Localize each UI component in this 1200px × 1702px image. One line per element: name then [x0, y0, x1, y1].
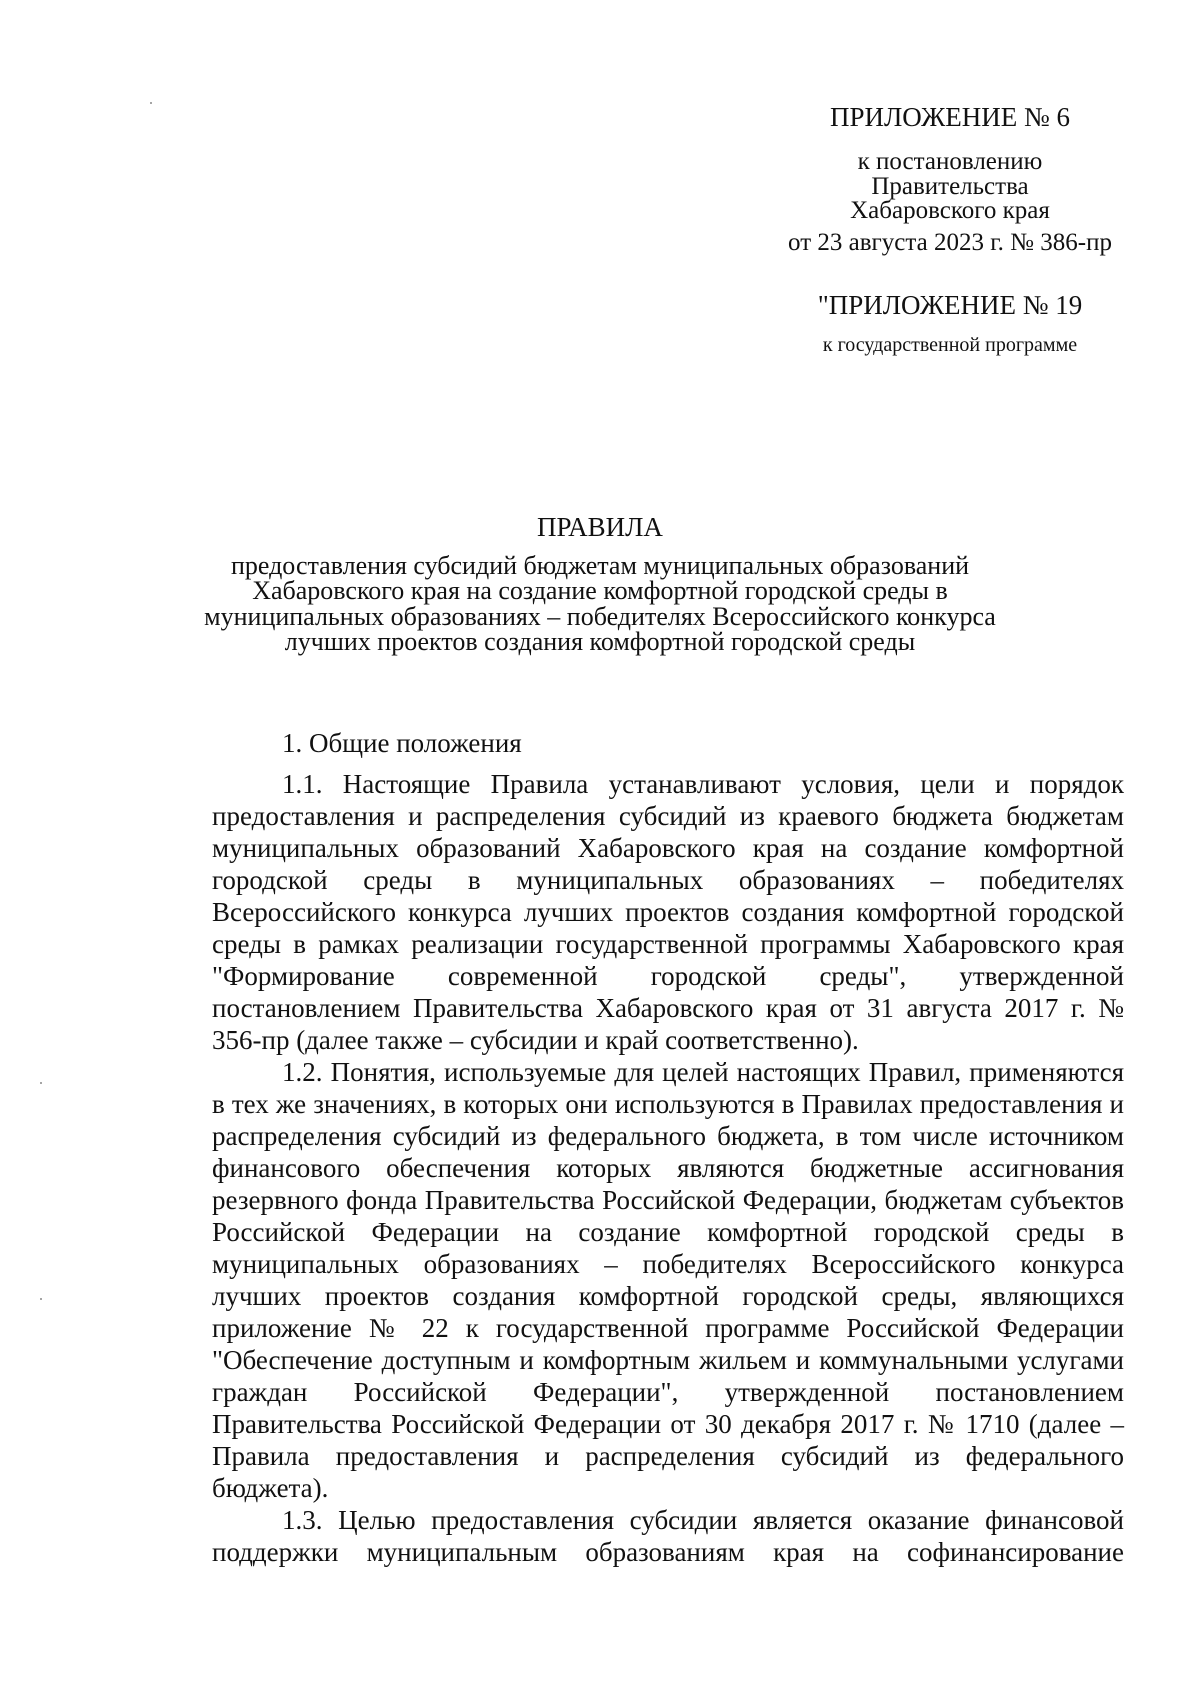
scan-artifact [40, 1082, 42, 1084]
rules-subtitle-line: лучших проектов создания комфортной городской среды [284, 627, 916, 657]
appendix-19-subtitle: к государственной программе [822, 334, 1078, 356]
scan-artifact [40, 1298, 42, 1300]
paragraph-1-2: 1.2. Понятия, используемые для целей настоящих Правил, применяются в тех же значениях, в которых они используются в Правилах предоставления и распределения субсидий из федерального бюджета, в том числе источником финансового обеспечения которых являются бюджетные ассигнования резервного фонда Правительства Российской Федерации, бюджетам субъектов Российской Федерации на создание комфортной городской среды в муниципальных образованиях – победителях Всероссийского конкурса лучших проектов создания комфортной городской среды, являющихся приложение № 22 к государственной программе Российской Федерации "Обеспечение доступным и комфортным жильем и коммунальными услугами граждан Российской Федерации", утвержденной постановлением Правительства Российской Федерации от 30 декабря 2017 г. № 1710 (далее – Правила предоставления и распределения субсидий из федерального бюджета). [212, 1057, 1124, 1503]
appendix-19-title: "ПРИЛОЖЕНИЕ № 19 [817, 290, 1083, 320]
scan-artifact [150, 102, 152, 104]
paragraph-1-3: 1.3. Целью предоставления субсидии является оказание финансовой поддержки муниципальным образованиям края на софинансирование [212, 1505, 1124, 1567]
rules-subtitle-line: муниципальных образованиях – победителях Всероссийского конкурса [204, 601, 996, 631]
paragraph-1-1: 1.1. Настоящие Правила устанавливают условия, цели и порядок предоставления и распределения субсидий из краевого бюджета бюджетам муниципальных образований Хабаровского края на создание комфортной городской среды в муниципальных образованиях – победителях Всероссийского конкурса лучших проектов создания комфортной городской среды в рамках реализации государственной программы Хабаровского края "Формирование современной городской среды", утвержденной постановлением Правительства Хабаровского края от 31 августа 2017 г. № 356-пр (далее также – субсидии и край соответственно). [212, 769, 1124, 1055]
section-heading: 1. Общие положения [282, 728, 522, 758]
rules-subtitle-line: предоставления субсидий бюджетам муниципальных образований [230, 551, 970, 580]
appendix-6-reference [740, 150, 1160, 224]
section-body [212, 768, 1124, 1568]
appendix-6-title: ПРИЛОЖЕНИЕ № 6 [829, 102, 1071, 132]
appendix-6-line-2: Правительства [871, 172, 1029, 200]
rules-subtitle [160, 553, 1040, 655]
appendix-6-line-3: Хабаровского края [850, 197, 1050, 224]
rules-title: ПРАВИЛА [537, 512, 663, 542]
rules-subtitle-line: Хабаровского края на создание комфортной городской среды в [252, 576, 948, 606]
appendix-6-date: от 23 августа 2023 г. № 386-пр [788, 229, 1112, 256]
appendix-6-line-1: к постановлению [857, 148, 1043, 175]
